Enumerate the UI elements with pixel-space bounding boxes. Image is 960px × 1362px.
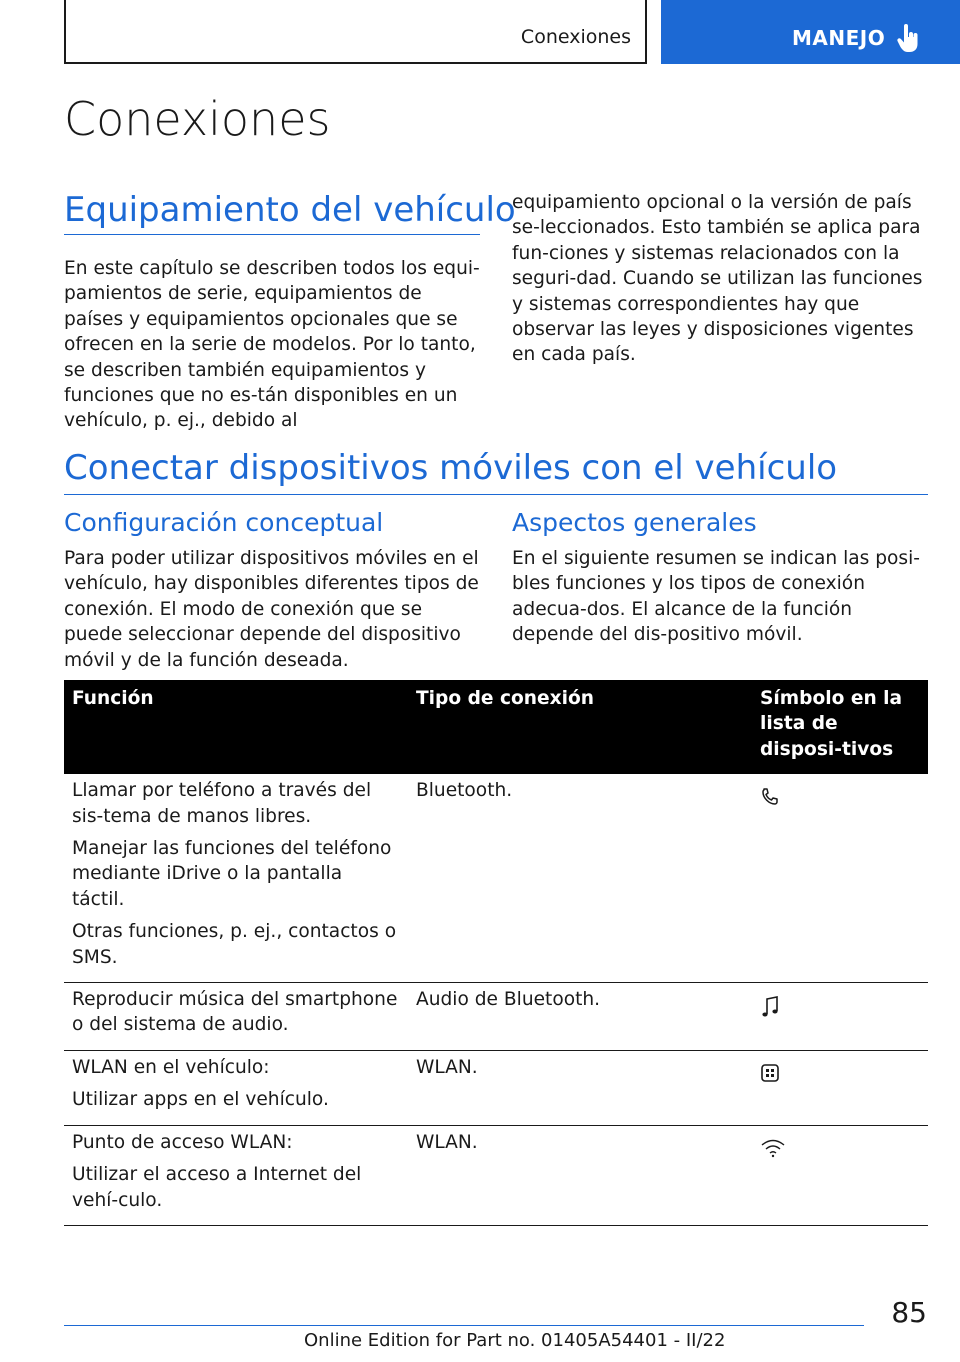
table-header-row xyxy=(64,680,928,774)
table-header-function: Función xyxy=(64,680,408,774)
section-heading-equipment: Equipamiento del vehículo xyxy=(64,190,516,230)
subheading-concept: Configuración conceptual xyxy=(64,508,384,537)
apps-icon xyxy=(760,1063,780,1083)
table-cell-function xyxy=(64,1050,408,1125)
section-divider xyxy=(64,494,928,495)
header-chapter-tab xyxy=(661,0,960,64)
subheading-general: Aspectos generales xyxy=(512,508,757,537)
function-line: Utilizar el acceso a Internet del vehí-culo. xyxy=(72,1164,362,1211)
table-row xyxy=(64,774,928,982)
hand-pointer-icon xyxy=(897,24,919,54)
table-header-connection-type: Tipo de conexión xyxy=(408,680,752,774)
table-cell-symbol xyxy=(752,1050,928,1125)
function-line: Utilizar apps en el vehículo. xyxy=(72,1089,329,1111)
table-cell-symbol xyxy=(752,983,928,1051)
table-cell-type: WLAN. xyxy=(408,1050,752,1125)
footer-edition: Online Edition for Part no. 01405A54401 - II/22 xyxy=(304,1330,726,1351)
wifi-icon xyxy=(760,1138,786,1158)
page-title: Conexiones xyxy=(64,92,331,146)
table-row xyxy=(64,983,928,1051)
music-note-icon xyxy=(760,995,780,1019)
header-section-box xyxy=(64,0,647,64)
function-line: Punto de acceso WLAN: xyxy=(72,1131,293,1153)
connection-table xyxy=(64,680,928,1226)
concept-text: Para poder utilizar dispositivos móviles en el vehículo, hay disponibles diferentes tipos de conexión. El modo de conexión que se puede seleccionar depende del dispositivo móvil y de la función deseada. xyxy=(64,548,479,671)
page-number: 85 xyxy=(891,1296,927,1329)
table-cell-function xyxy=(64,774,408,982)
table-cell-function xyxy=(64,983,408,1051)
table-row xyxy=(64,1050,928,1125)
table-cell-symbol xyxy=(752,774,928,982)
header-chapter-label: MANEJO xyxy=(792,26,886,50)
phone-icon xyxy=(760,786,780,806)
section-heading-connect: Conectar dispositivos móviles con el vehículo xyxy=(64,448,838,488)
table-cell-type: WLAN. xyxy=(408,1125,752,1225)
equipment-text-col2: equipamiento opcional o la versión de país se-leccionados. Esto también se aplica para fun-ciones y sistemas relacionados con la seguri-dad. Cuando se utilizan las funciones y sistemas correspondientes hay que observar las leyes y disposiciones vigentes en cada país. xyxy=(512,192,923,366)
table-header-symbol: Símbolo en la lista de disposi-tivos xyxy=(752,680,928,774)
general-text: En el siguiente resumen se indican las posi-bles funciones y los tipos de conexión adecua-dos. El alcance de la función depende del dis-positivo móvil. xyxy=(512,548,920,646)
header-section-title: Conexiones xyxy=(520,26,631,48)
function-line: Reproducir música del smartphone o del sistema de audio. xyxy=(72,989,398,1036)
equipment-text-col1: En este capítulo se describen todos los equi-pamientos de serie, equipamientos de países y equipamientos opcionales que se ofrecen en la serie de modelos. Por lo tanto, se describen también equipamientos y funciones que no es-tán disponibles en un vehículo, p. ej., debido al xyxy=(64,258,480,432)
footer-divider xyxy=(64,1325,864,1326)
table-cell-function xyxy=(64,1125,408,1225)
table-cell-type: Audio de Bluetooth. xyxy=(408,983,752,1051)
table-row xyxy=(64,1125,928,1225)
table-cell-type: Bluetooth. xyxy=(408,774,752,982)
function-line: Llamar por teléfono a través del sis-tema de manos libres. xyxy=(72,780,372,827)
function-line: WLAN en el vehículo: xyxy=(72,1056,270,1078)
function-line: Manejar las funciones del teléfono mediante iDrive o la pantalla táctil. xyxy=(72,838,392,910)
section-divider xyxy=(64,234,480,235)
function-line: Otras funciones, p. ej., contactos o SMS. xyxy=(72,921,397,968)
table-cell-symbol xyxy=(752,1125,928,1225)
